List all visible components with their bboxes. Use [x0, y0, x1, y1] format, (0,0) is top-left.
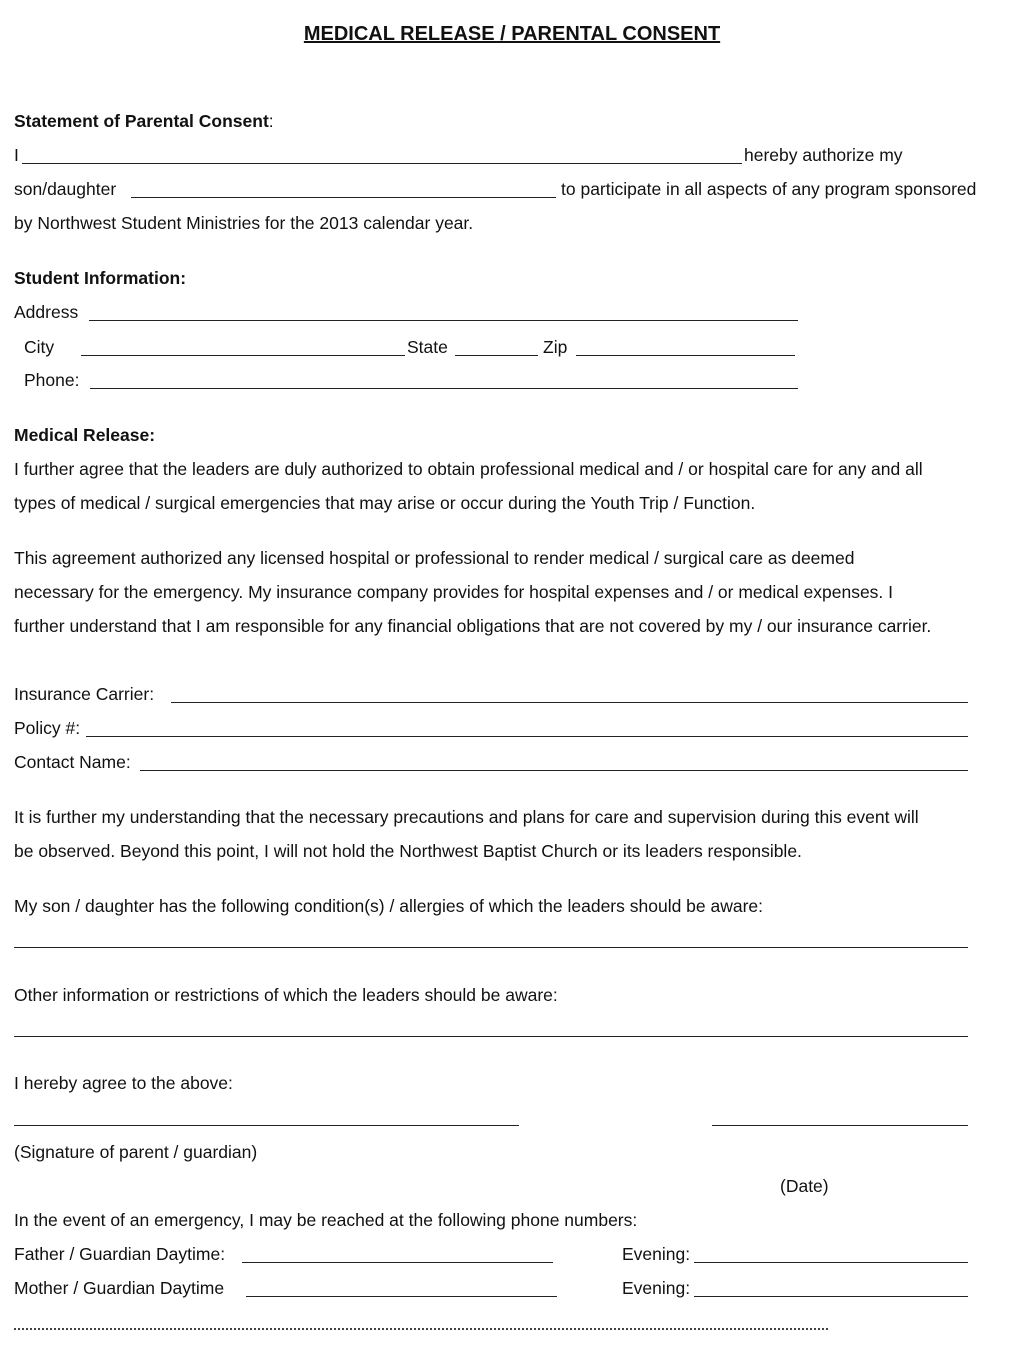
medical-p2-line2: necessary for the emergency. My insurance company provides for hospital expenses and / or medical expenses. I: [14, 582, 894, 602]
signature-label: (Signature of parent / guardian): [14, 1142, 258, 1162]
parent-name-field[interactable]: [22, 163, 742, 164]
signature-field[interactable]: [14, 1125, 519, 1126]
medical-release-heading: Medical Release:: [14, 425, 156, 445]
address-label: Address: [14, 302, 79, 322]
other-info-field[interactable]: [14, 1036, 968, 1037]
mother-daytime-label: Mother / Guardian Daytime: [14, 1278, 225, 1298]
consent-line3: by Northwest Student Ministries for the 2013 calendar year.: [14, 213, 474, 233]
conditions-label: My son / daughter has the following condition(s) / allergies of which the leaders should be aware:: [14, 896, 764, 916]
medical-p2-line1: This agreement authorized any licensed hospital or professional to render medical / surgical care as deemed: [14, 548, 855, 568]
medical-p1-line2: types of medical / surgical emergencies that may arise or occur during the Youth Trip / Function.: [14, 493, 756, 513]
city-label: City: [24, 337, 55, 357]
child-name-field[interactable]: [131, 197, 556, 198]
dotted-separator: [14, 1314, 828, 1330]
consent-heading-text: Statement of Parental Consent: [14, 111, 269, 131]
date-label: (Date): [780, 1176, 829, 1196]
consent-line2-prefix: son/daughter: [14, 179, 117, 199]
medical-p1-line1: I further agree that the leaders are duly authorized to obtain professional medical and / or hospital care for any and all: [14, 459, 923, 479]
state-field[interactable]: [455, 355, 538, 356]
contact-name-label: Contact Name:: [14, 752, 131, 772]
form-title: MEDICAL RELEASE / PARENTAL CONSENT: [303, 23, 721, 45]
emergency-intro: In the event of an emergency, I may be reached at the following phone numbers:: [14, 1210, 638, 1230]
phone-field[interactable]: [90, 388, 798, 389]
conditions-field[interactable]: [14, 947, 968, 948]
mother-evening-label: Evening:: [622, 1278, 691, 1298]
zip-label: Zip: [543, 337, 568, 357]
mother-evening-field[interactable]: [694, 1296, 968, 1297]
mother-daytime-field[interactable]: [246, 1296, 557, 1297]
policy-field[interactable]: [86, 736, 968, 737]
insurance-carrier-label: Insurance Carrier:: [14, 684, 155, 704]
understanding-line2: be observed. Beyond this point, I will not hold the Northwest Baptist Church or its leaders responsible.: [14, 841, 802, 861]
father-daytime-field[interactable]: [242, 1262, 553, 1263]
father-daytime-label: Father / Guardian Daytime:: [14, 1244, 226, 1264]
contact-name-field[interactable]: [140, 770, 968, 771]
medical-p2-line3: further understand that I am responsible for any financial obligations that are not covered by my / our insurance carrier.: [14, 616, 932, 636]
policy-label: Policy #:: [14, 718, 81, 738]
city-field[interactable]: [81, 355, 405, 356]
phone-label: Phone:: [24, 370, 80, 390]
father-evening-label: Evening:: [622, 1244, 691, 1264]
other-info-label: Other information or restrictions of which the leaders should be aware:: [14, 985, 558, 1005]
insurance-carrier-field[interactable]: [171, 702, 968, 703]
zip-field[interactable]: [576, 355, 795, 356]
state-label: State: [407, 337, 448, 357]
understanding-line1: It is further my understanding that the necessary precautions and plans for care and supervision during this event will: [14, 807, 919, 827]
agree-label: I hereby agree to the above:: [14, 1073, 233, 1093]
date-field[interactable]: [712, 1125, 968, 1126]
student-info-heading: Student Information:: [14, 268, 187, 288]
address-field[interactable]: [89, 320, 798, 321]
consent-heading-colon: :: [268, 111, 274, 131]
father-evening-field[interactable]: [694, 1262, 968, 1263]
consent-heading: [14, 111, 274, 131]
consent-line1-suffix: hereby authorize my: [744, 145, 903, 165]
consent-line2-suffix: to participate in all aspects of any program sponsored: [561, 179, 977, 199]
consent-line1-prefix: I: [14, 145, 19, 165]
